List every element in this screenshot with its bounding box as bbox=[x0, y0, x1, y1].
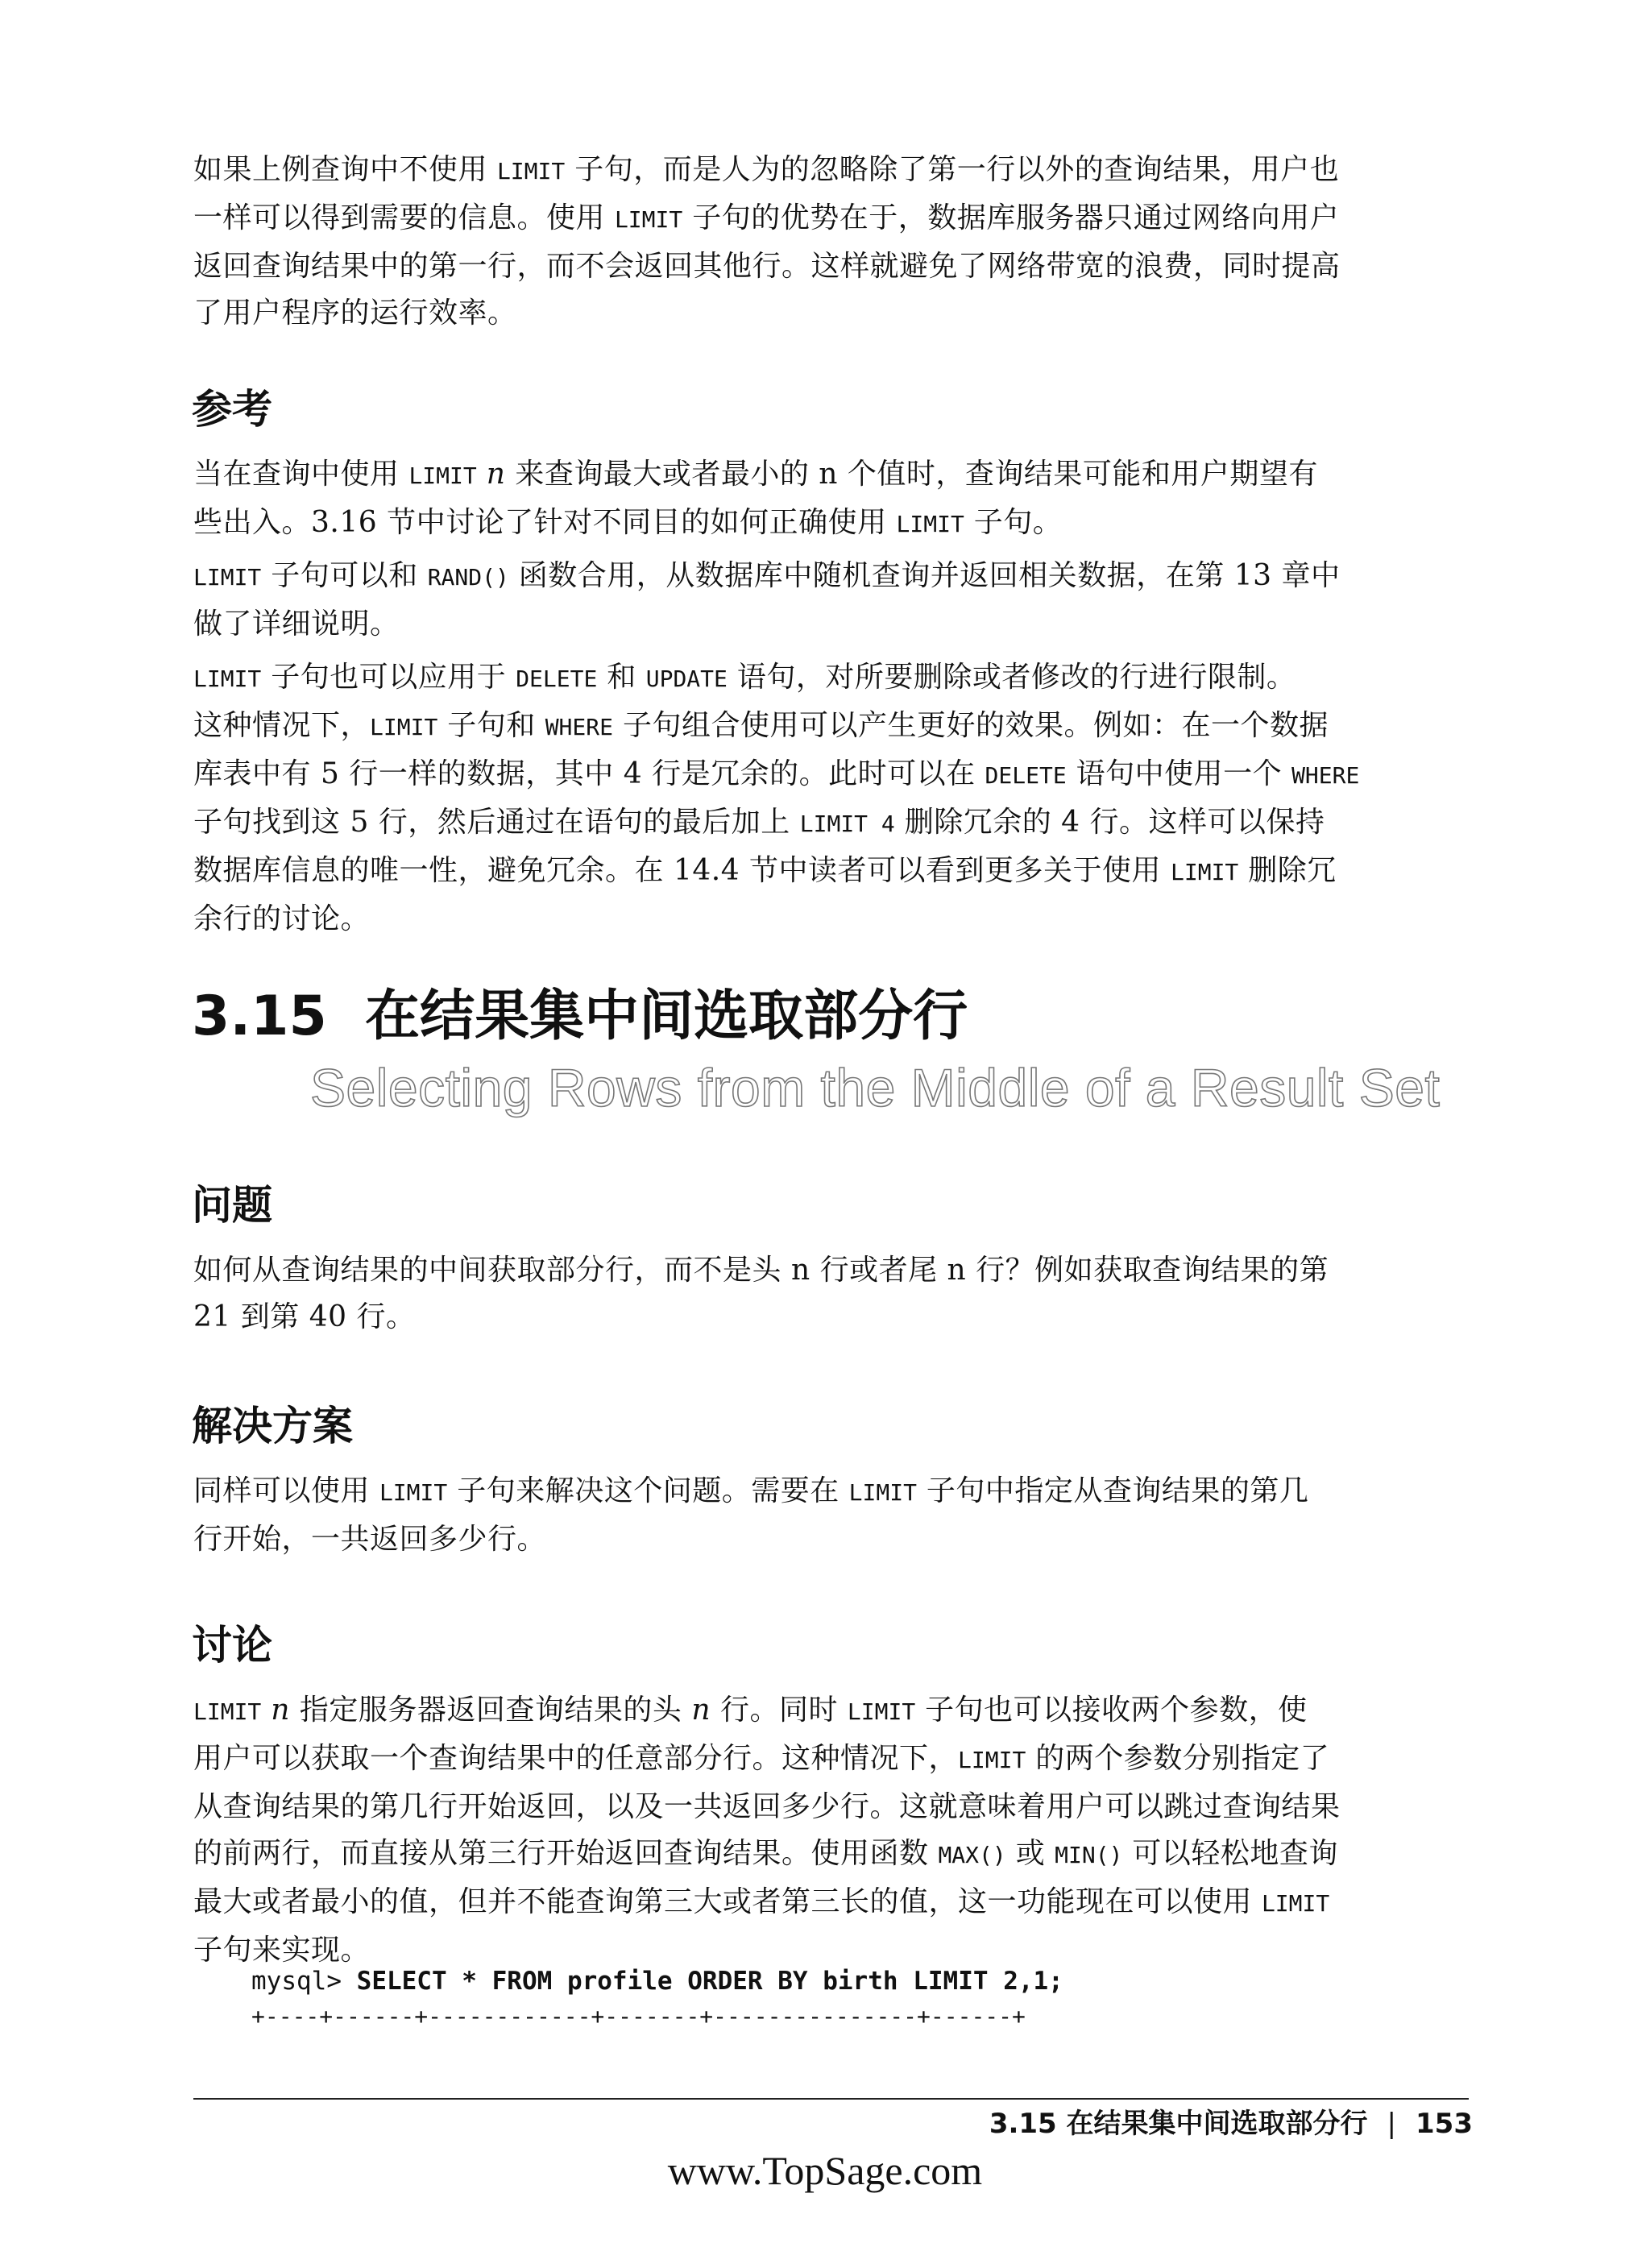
reference-paragraph-2 bbox=[193, 553, 1466, 648]
text: 删除冗 bbox=[1238, 854, 1337, 887]
text: 一样可以得到需要的信息。使用 bbox=[193, 201, 615, 234]
text: 库表中有 5 行一样的数据，其中 4 行是冗余的。此时可以在 bbox=[193, 757, 985, 790]
text: 做了详细说明。 bbox=[193, 607, 400, 641]
intro-line: 返回查询结果中的第一行，而不会返回其他行。这样就避免了网络带宽的浪费，同时提高 bbox=[193, 250, 1341, 283]
footer-separator: | bbox=[1387, 2108, 1397, 2140]
keyword-limit: LIMIT bbox=[848, 1479, 917, 1506]
text: 子句，而是人为的忽略除了第一行以外的查询结果，用户也 bbox=[565, 153, 1340, 186]
text: 的前两行，而直接从第三行开始返回查询结果。使用函数 bbox=[193, 1837, 939, 1870]
keyword-limit: LIMIT bbox=[1261, 1890, 1330, 1917]
problem-paragraph bbox=[193, 1247, 1466, 1341]
keyword-limit: LIMIT bbox=[379, 1479, 448, 1506]
text: 子句来实现。 bbox=[193, 1934, 371, 1967]
text: 子句找到这 5 行，然后通过在语句的最后加上 bbox=[193, 806, 800, 839]
text: 的两个参数分别指定了 bbox=[1026, 1742, 1330, 1775]
intro-paragraph bbox=[193, 147, 1466, 337]
keyword-limit: LIMIT bbox=[1171, 859, 1239, 885]
intro-line: 了用户程序的运行效率。 bbox=[193, 296, 517, 330]
variable-n: n bbox=[486, 458, 506, 491]
section-title bbox=[192, 985, 968, 1049]
text: 和 bbox=[597, 661, 646, 694]
reference-paragraph-1 bbox=[193, 451, 1466, 548]
text: 余行的讨论。 bbox=[193, 902, 371, 935]
text: 子句可以和 bbox=[261, 559, 428, 592]
section-subtitle-english: Selecting Rows from the Middle of a Result Set bbox=[310, 1058, 1441, 1117]
variable-n: n bbox=[271, 1694, 290, 1727]
text: 子句。 bbox=[964, 506, 1063, 539]
reference-heading: 参考 bbox=[192, 386, 272, 433]
code-table-border: +----+------+------------+-------+---------------+------+ bbox=[251, 2003, 1026, 2030]
footer-section-title: 3.15 在结果集中间选取部分行 bbox=[989, 2108, 1368, 2140]
text: 子句和 bbox=[437, 709, 545, 742]
text: 从查询结果的第几行开始返回，以及一共返回多少行。这就意味着用户可以跳过查询结果 bbox=[193, 1790, 1341, 1823]
keyword-limit-4: LIMIT 4 bbox=[799, 811, 895, 837]
text: 函数合用，从数据库中随机查询并返回相关数据，在第 13 章中 bbox=[508, 559, 1341, 592]
text: 数据库信息的唯一性，避免冗余。在 14.4 节中读者可以看到更多关于使用 bbox=[193, 854, 1171, 887]
footer-rule bbox=[193, 2098, 1469, 2100]
keyword-limit: LIMIT bbox=[614, 206, 683, 233]
keyword-delete: DELETE bbox=[985, 762, 1067, 789]
keyword-limit: LIMIT bbox=[193, 564, 262, 591]
text: 可以轻松地查询 bbox=[1122, 1837, 1338, 1870]
intro-line bbox=[193, 195, 1466, 243]
variable-n: n bbox=[691, 1694, 711, 1727]
keyword-limit: LIMIT bbox=[896, 511, 964, 537]
website-watermark: www.TopSage.com bbox=[667, 2148, 983, 2193]
section-number: 3.15 bbox=[192, 985, 327, 1048]
keyword-limit: LIMIT bbox=[847, 1698, 916, 1725]
keyword-limit: LIMIT bbox=[370, 714, 438, 740]
page-number: 153 bbox=[1416, 2108, 1473, 2140]
discussion-paragraph bbox=[193, 1687, 1466, 1974]
solution-heading: 解决方案 bbox=[192, 1403, 353, 1449]
intro-line bbox=[193, 147, 1466, 195]
text: 些出入。3.16 节中讨论了针对不同目的如何正确使用 bbox=[193, 506, 897, 539]
text: 来查询最大或者最小的 n 个值时，查询结果可能和用户期望有 bbox=[505, 458, 1318, 491]
text: 21 到第 40 行。 bbox=[193, 1300, 416, 1333]
text: 删除冗余的 4 行。这样可以保持 bbox=[894, 806, 1325, 839]
reference-paragraph-3 bbox=[193, 654, 1466, 943]
text: 这种情况下， bbox=[193, 709, 371, 742]
text: 子句中指定从查询结果的第几 bbox=[916, 1474, 1309, 1507]
text: 用户可以获取一个查询结果中的任意部分行。这种情况下， bbox=[193, 1742, 959, 1775]
code-block bbox=[251, 1963, 1063, 2000]
keyword-limit: LIMIT bbox=[408, 462, 477, 489]
text: 子句的优势在于，数据库服务器只通过网络向用户 bbox=[682, 201, 1340, 234]
discussion-heading: 讨论 bbox=[192, 1622, 272, 1669]
keyword-update: UPDATE bbox=[645, 665, 728, 692]
text: 子句组合使用可以产生更好的效果。例如：在一个数据 bbox=[613, 709, 1329, 742]
text: 行开始，一共返回多少行。 bbox=[193, 1523, 547, 1556]
keyword-limit: LIMIT bbox=[496, 158, 566, 185]
function-max: MAX() bbox=[938, 1842, 1006, 1868]
solution-paragraph bbox=[193, 1468, 1466, 1563]
keyword-where: WHERE bbox=[1291, 762, 1360, 789]
keyword-limit: LIMIT bbox=[193, 665, 262, 692]
function-min: MIN() bbox=[1055, 1842, 1123, 1868]
text: 如果上例查询中不使用 bbox=[193, 153, 497, 186]
text: 最大或者最小的值，但并不能查询第三大或者第三长的值，这一功能现在可以使用 bbox=[193, 1885, 1262, 1918]
text: 子句也可以接收两个参数，使 bbox=[915, 1694, 1308, 1727]
keyword-where: WHERE bbox=[545, 714, 613, 740]
function-rand: RAND() bbox=[427, 564, 509, 591]
text: 如何从查询结果的中间获取部分行，而不是头 n 行或者尾 n 行？例如获取查询结果的第 bbox=[193, 1254, 1329, 1287]
text: 子句来解决这个问题。需要在 bbox=[447, 1474, 849, 1507]
text: 同样可以使用 bbox=[193, 1474, 379, 1507]
text: 行。同时 bbox=[711, 1694, 848, 1727]
section-title-chinese: 在结果集中间选取部分行 bbox=[365, 985, 968, 1048]
keyword-limit: LIMIT bbox=[193, 1698, 262, 1725]
running-footer bbox=[989, 2104, 1473, 2143]
problem-heading: 问题 bbox=[192, 1182, 272, 1229]
text: 指定服务器返回查询结果的头 bbox=[289, 1694, 692, 1727]
text: 语句中使用一个 bbox=[1066, 757, 1292, 790]
text: 当在查询中使用 bbox=[193, 458, 409, 491]
code-statement: SELECT * FROM profile ORDER BY birth LIMIT 2,1; bbox=[356, 1967, 1063, 1996]
keyword-limit: LIMIT bbox=[958, 1747, 1026, 1773]
code-prompt: mysql> bbox=[251, 1967, 357, 1996]
text: 子句也可以应用于 bbox=[261, 661, 516, 694]
text: 语句，对所要删除或者修改的行进行限制。 bbox=[727, 661, 1296, 694]
keyword-delete: DELETE bbox=[516, 665, 598, 692]
text: 或 bbox=[1005, 1837, 1055, 1870]
